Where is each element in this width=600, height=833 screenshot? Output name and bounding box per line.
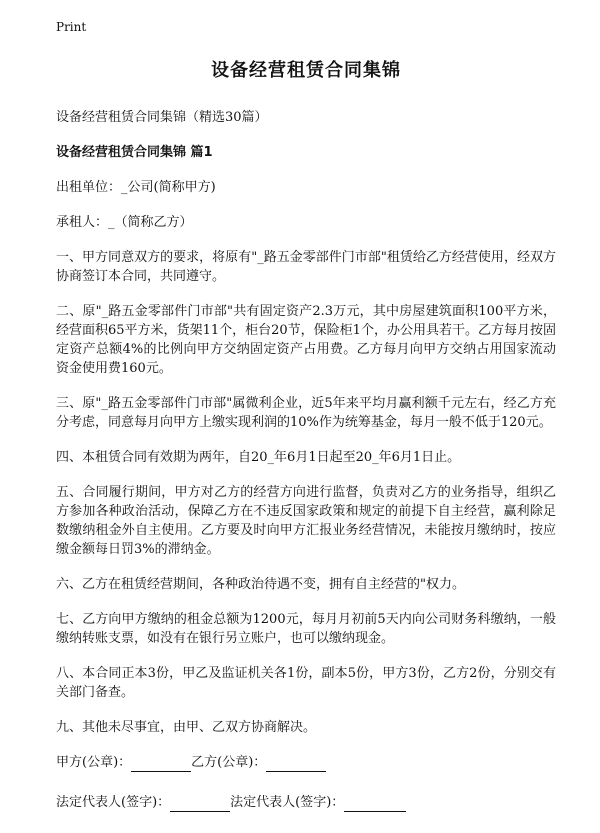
document-title: 设备经营租赁合同集锦 (211, 60, 401, 81)
legal-rep-signature-row (56, 793, 556, 812)
legal-rep-a-blank (170, 797, 230, 812)
party-a-seal-blank (131, 757, 191, 772)
clause-1: 一、甲方同意双方的要求，将原有"_路五金零部件门市部"租赁给乙方经营使用，经双方协商签订本合同，共同遵守。 (56, 250, 556, 284)
party-a-seal-label: 甲方(公章)： (56, 755, 132, 770)
clause-4: 四、本租赁合同有效期为两年，自20_年6月1日起至20_年6月1日止。 (56, 450, 461, 465)
print-link[interactable]: Print (56, 20, 87, 34)
clause-8: 八、本合同正本3份，甲乙及监证机关各1份，副本5份，甲方3份，乙方2份，分别交有关部门备查。 (56, 666, 556, 700)
legal-rep-b-label: 法定代表人(签字)： (230, 795, 345, 810)
party-b-seal-label: 乙方(公章)： (191, 755, 267, 770)
clause-3: 三、原"_路五金零部件门市部"属微利企业，近5年来平均月赢利额千元左右，经乙方充分考虑，同意每月向甲方上缴实现利润的10%作为统筹基金，每月一般不低于120元。 (56, 396, 556, 430)
lessor-line: 出租单位：_公司(简称甲方) (56, 180, 216, 195)
clause-2: 二、原"_路五金零部件门市部"共有固定资产2.3万元，其中房屋建筑面积100平方米，经营面积65平方米，货架11个，柜台20节，保险柜1个，办公用具若干。乙方每月按固定资产总额4%的比例向甲方交纳固定资产占用费。乙方每月向甲方交纳占用国家流动资金使用费160元。 (56, 304, 556, 376)
legal-rep-b-blank (344, 797, 406, 812)
section-heading: 设备经营租赁合同集锦 篇1 (56, 145, 213, 160)
party-b-seal-blank (266, 757, 326, 772)
clause-9: 九、其他未尽事宜，由甲、乙双方协商解决。 (56, 720, 317, 735)
document-body (56, 44, 556, 833)
clause-6: 六、乙方在租赁经营期间，各种政治待遇不变，拥有自主经营的"权力。 (56, 577, 465, 592)
clause-5: 五、合同履行期间，甲方对乙方的经营方向进行监督，负责对乙方的业务指导，组织乙方参加各种政治活动，保障乙方在不违反国家政策和规定的前提下自主经营，赢利除足数缴纳租金外自主使用。乙方要及时向甲方汇报业务经营情况，未能按月缴纳时，按应缴金额每日罚3%的滞纳金。 (56, 485, 556, 557)
seal-signature-row (56, 753, 556, 772)
document-subtitle: 设备经营租赁合同集锦（精选30篇） (56, 110, 268, 125)
lessee-line: 承租人：_（简称乙方） (56, 215, 193, 230)
legal-rep-a-label: 法定代表人(签字)： (56, 795, 171, 810)
clause-7: 七、乙方向甲方缴纳的租金总额为1200元，每月月初前5天内向公司财务科缴纳，一般缴纳转账支票，如没有在银行另立账户，也可以缴纳现金。 (56, 612, 556, 646)
